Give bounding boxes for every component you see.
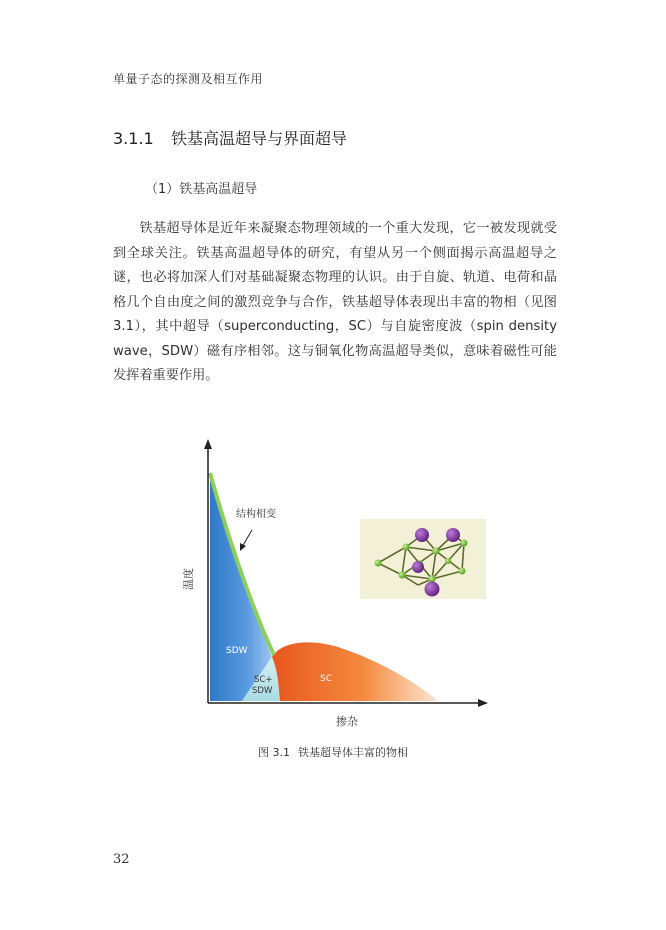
body-text xyxy=(113,217,557,389)
x-axis-label: 掺杂 xyxy=(336,715,358,728)
y-axis-label: 温度 xyxy=(182,568,195,590)
section-title: 铁基高温超导与界面超导 xyxy=(171,129,348,148)
section-heading xyxy=(113,126,347,149)
annotation-structural-transition: 结构相变 xyxy=(236,509,276,520)
phase-diagram xyxy=(170,435,500,730)
label-sc: SC xyxy=(320,674,332,684)
page-number: 32 xyxy=(113,852,130,867)
crystal-structure-inset xyxy=(360,519,486,599)
sc-region xyxy=(272,642,438,701)
subsection-heading: （1）铁基高温超导 xyxy=(145,182,258,197)
annotation-arrow xyxy=(242,530,252,547)
caption-text: 铁基超导体丰富的物相 xyxy=(298,746,408,759)
annotation-arrowhead xyxy=(240,543,246,551)
caption-number: 图 3.1 xyxy=(258,746,290,759)
body-paragraph: 铁基超导体是近年来凝聚态物理领域的一个重大发现，它一被发现就受到全球关注。铁基高温超导体的研究，有望从另一个侧面揭示高温超导之谜，也必将加深人们对基础凝聚态物理的认识。由于自旋、轨道、电荷和晶格几个自由度之间的激烈竞争与合作，铁基超导体表现出丰富的物相（见图 3.1），其中超导（superconducting，SC）与自旋密度波（spin density wave，SDW）磁有序相邻。这与铜氧化物高温超导类似，意味着磁性可能发挥着重要作用。 xyxy=(113,221,557,383)
running-header: 单量子态的探测及相互作用 xyxy=(113,72,264,86)
label-sc-sdw-2: SDW xyxy=(252,686,273,696)
label-sdw: SDW xyxy=(226,646,248,656)
x-axis-arrow xyxy=(478,699,488,707)
phase-diagram-figure xyxy=(170,435,500,730)
label-sc-sdw-1: SC+ xyxy=(254,675,273,685)
y-axis-arrow xyxy=(204,439,212,449)
section-number: 3.1.1 xyxy=(113,129,154,148)
figure-caption xyxy=(0,744,666,760)
